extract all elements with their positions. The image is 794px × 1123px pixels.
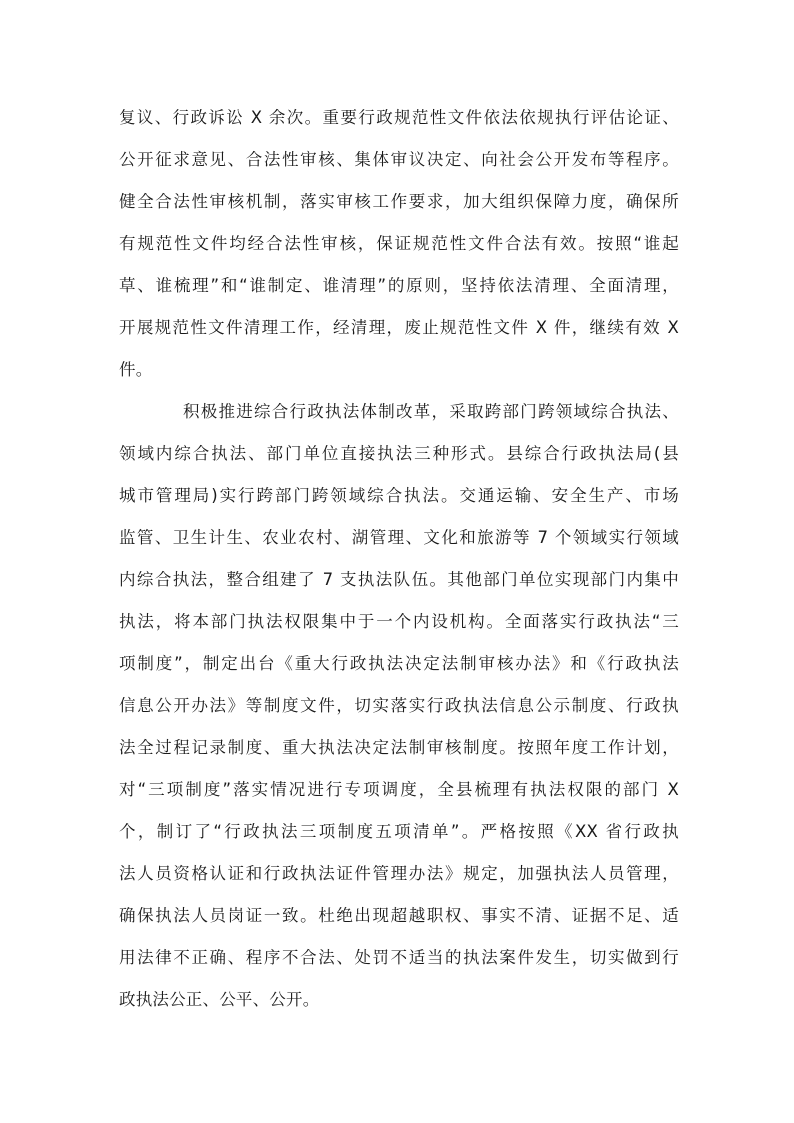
text-line-15: 信息公开办法》等制度文件，切实落实行政执法信息公示制度、行政执 <box>119 696 679 715</box>
text-line-17: 对“三项制度”落实情况进行专项调度，全县梳理有执法权限的部门 X <box>119 780 679 799</box>
text-line-16: 法全过程记录制度、重大执法决定法制审核制度。按照年度工作计划， <box>119 738 679 757</box>
text-line-6: 开展规范性文件清理工作，经清理，废止规范性文件 X 件，继续有效 X <box>119 318 679 337</box>
text-line-11: 监管、卫生计生、农业农村、湖管理、文化和旅游等 7 个领域实行领域 <box>119 528 679 547</box>
text-line-7: 件。 <box>119 360 153 379</box>
text-line-10: 城市管理局)实行跨部门跨领域综合执法。交通运输、安全生产、市场 <box>119 486 679 505</box>
text-line-19: 法人员资格认证和行政执法证件管理办法》规定，加强执法人员管理， <box>119 864 679 883</box>
text-line-9: 领域内综合执法、部门单位直接执法三种形式。县综合行政执法局(县 <box>119 444 679 463</box>
text-line-14: 项制度”，制定出台《重大行政执法决定法制审核办法》和《行政执法 <box>119 654 679 673</box>
text-line-13: 执法，将本部门执法权限集中于一个内设机构。全面落实行政执法“三 <box>119 612 679 631</box>
text-line-12: 内综合执法，整合组建了 7 支执法队伍。其他部门单位实现部门内集中 <box>119 570 679 589</box>
text-line-5: 草、谁梳理”和“谁制定、谁清理”的原则，坚持依法清理、全面清理， <box>119 276 679 295</box>
paragraph-2-first-line: 积极推进综合行政执法体制改革，采取跨部门跨领域综合执法、 <box>183 402 679 421</box>
text-line-18: 个，制订了“行政执法三项制度五项清单”。严格按照《XX 省行政执 <box>119 822 679 841</box>
text-line-3: 健全合法性审核机制，落实审核工作要求，加大组织保障力度，确保所 <box>119 192 679 211</box>
text-line-1: 复议、行政诉讼 X 余次。重要行政规范性文件依法依规执行评估论证、 <box>119 108 679 127</box>
text-line-21: 用法律不正确、程序不合法、处罚不适当的执法案件发生，切实做到行 <box>119 948 679 967</box>
text-line-2: 公开征求意见、合法性审核、集体审议决定、向社会公开发布等程序。 <box>119 150 679 169</box>
text-line-20: 确保执法人员岗证一致。杜绝出现超越职权、事实不清、证据不足、适 <box>119 906 679 925</box>
text-line-22: 政执法公正、公平、公开。 <box>119 990 320 1009</box>
text-line-4: 有规范性文件均经合法性审核，保证规范性文件合法有效。按照“谁起 <box>119 234 679 253</box>
